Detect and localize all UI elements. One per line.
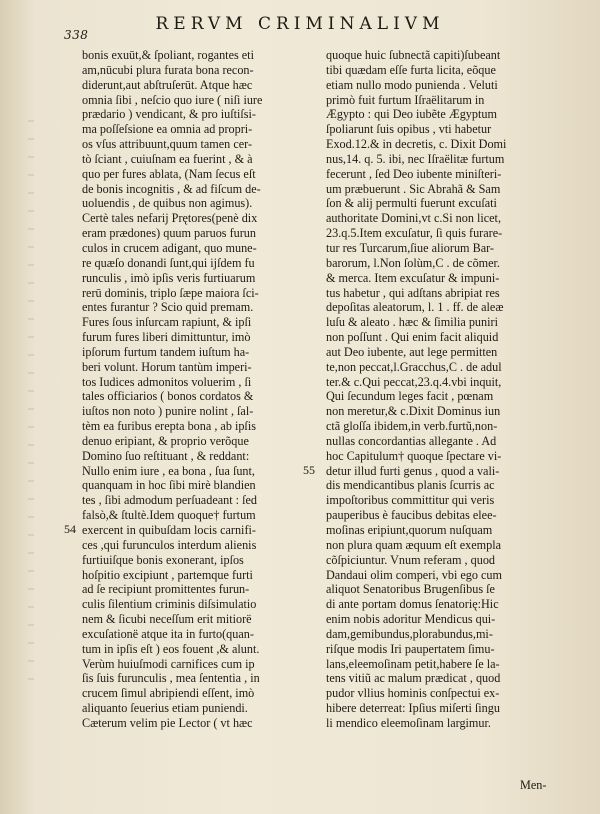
text-line: barorum, l.Non ſolùm,C . de cõmer. bbox=[326, 255, 500, 270]
text-line: diderunt,aut abſtruſerūt. Atque hæc bbox=[82, 77, 253, 92]
text-line: furtiuiſque bonis exonerant, ipſos bbox=[82, 552, 244, 567]
text-line: eram prædones) quum paruos furun bbox=[82, 226, 256, 241]
text-line: nem & ſicubi neceſſum erit mitiorë bbox=[82, 612, 252, 627]
text-line: am,nūcubi plura furata bona recon- bbox=[82, 62, 254, 77]
text-line: furum fures liberi dimittuntur, imò bbox=[82, 330, 251, 345]
text-line: hibere deterreat: Ipſius miſerti ſingu bbox=[326, 701, 500, 716]
text-line: non poſſunt . Qui enim facit aliquid bbox=[326, 330, 499, 345]
text-line: Fures ſous inſurcam rapiunt, & ipſi bbox=[82, 315, 252, 330]
text-line: aliquanto ſeuerius etiam puniendi. bbox=[82, 701, 248, 716]
text-line: nus,14. q. 5. ibi, nec Iſraëlitæ furtum bbox=[326, 151, 505, 166]
right-text-column bbox=[326, 48, 558, 731]
text-line: ces ,qui furunculos interdum alienis bbox=[82, 537, 257, 552]
text-line: & merca. Item excuſatur & impuni- bbox=[326, 270, 500, 285]
text-line: Dandaui olim comperi, vbi ego cum bbox=[326, 567, 502, 582]
text-line: ſis ſuis furunculis , mea ſententia , in bbox=[82, 671, 260, 686]
text-line: dis mendicantibus planis ſcurris ac bbox=[326, 478, 495, 493]
text-line: Cæterum velim pie Lector ( vt hæc bbox=[82, 715, 253, 730]
text-line: runculis , imò ipſis veris furtiuarum bbox=[82, 270, 256, 285]
text-line: te,non peccat,l.Gracchus,C . de adul bbox=[326, 359, 502, 374]
text-line: Exod.12.& in decretis, c. Dixit Domi bbox=[326, 137, 507, 152]
catchword: Men- bbox=[520, 778, 547, 792]
text-line: tò ſciant , cuiuſnam ea fuerint , & à bbox=[82, 151, 253, 166]
text-line: enim nobis adoritur Mendicus qui- bbox=[326, 612, 496, 627]
text-line: rerū dominis, triplo ſæpe maiora ſci- bbox=[82, 285, 259, 300]
margin-number-54: 54 bbox=[64, 522, 76, 536]
text-line: ad ſe recipiunt promittentes furun- bbox=[82, 582, 250, 597]
running-title: RERVM CRIMINALIVM bbox=[155, 14, 445, 34]
text-line: tus habetur , qui adſtans abripiat res bbox=[326, 285, 500, 300]
text-line: ſon & alij permulti fuerunt excuſati bbox=[326, 196, 497, 211]
text-line: exercent in quibuſdam locis carnifi- bbox=[82, 523, 256, 537]
text-line: tales officiarios ( bonos cordatos & bbox=[82, 389, 254, 404]
left-text-column bbox=[82, 48, 314, 731]
text-line: ter.& c.Qui peccat,23.q.4.vbi inquit, bbox=[326, 374, 502, 389]
text-line: ipſorum furtum tandem iuſtum ha- bbox=[82, 344, 250, 359]
text-line: depoſitas aleatorum, l. 1 . ff. de aleæ bbox=[326, 300, 504, 315]
text-line: fecerunt , ſed Deo iubente miniſteri- bbox=[326, 166, 502, 181]
text-line: os vſus attribuunt,quum tamen cer- bbox=[82, 137, 253, 152]
text-line: tes , ſibi admodum perſuadeant : ſed bbox=[82, 493, 257, 508]
text-line: quo per fures ablata, (Nam ſecus eſt bbox=[82, 166, 256, 181]
text-line: crucem ſimul abripiendi eſſent, imò bbox=[82, 686, 255, 701]
text-line: tur res Turcarum,ſiue aliorum Bar- bbox=[326, 240, 494, 255]
text-line: pudor vllius hominis conſpectui ex- bbox=[326, 686, 500, 701]
text-line: li mendico eleemoſinam largimur. bbox=[326, 715, 491, 730]
text-line: entes furantur ? Scio quid premam. bbox=[82, 300, 254, 315]
text-line: de bonis incognitis , & ad fiſcum de- bbox=[82, 181, 261, 196]
text-line: non meretur,& c.Dixit Dominus iun bbox=[326, 404, 501, 419]
text-line: um præbuerunt . Sic Abrahã & Sam bbox=[326, 181, 501, 196]
text-line: Domino ſuo reſtituant , & reddant: bbox=[82, 448, 250, 463]
text-line: Verùm huiuſmodi carnifices cum ip bbox=[82, 656, 255, 671]
text-line: tos Iudices admonitos voluerim , ſi bbox=[82, 374, 252, 389]
text-line: Qui ſecundum leges facit , pœnam bbox=[326, 389, 494, 404]
text-line: hoc Capitulum† quoque ſpectare vi- bbox=[326, 448, 502, 463]
page-header bbox=[0, 6, 600, 36]
text-line: tum in ipſis eſt ) eos fouent ,& alunt. bbox=[82, 641, 260, 656]
text-line: 23.q.5.Item excuſatur, ſi quis furare- bbox=[326, 226, 503, 241]
text-line: detur illud furti genus , quod a vali- bbox=[326, 463, 500, 478]
text-line: excuſationë atque ita in furto(quan- bbox=[82, 626, 254, 641]
text-line: ma poſſeſsione ea omnia ad propri- bbox=[82, 122, 253, 137]
text-line: luſu & aleato . hæc & ſimilia puniri bbox=[326, 315, 498, 330]
text-line: quoque huic ſubnectã capiti)ſubeant bbox=[326, 48, 501, 62]
page-gutter-shadow bbox=[28, 120, 34, 680]
text-line: falsò,& ſtultè.Idem quoque† furtum bbox=[82, 508, 256, 523]
text-line: dam,gemibundus,plorabundus,mi- bbox=[326, 626, 493, 641]
text-line: lans,eleemoſinam petit,habere ſe la- bbox=[326, 656, 500, 671]
text-line: Nullo enim iure , ea bona , ſua ſunt, bbox=[82, 463, 255, 478]
text-line: prædario ) vendicant, & pro iuſtiſsi- bbox=[82, 107, 256, 122]
text-line: ſpoliarunt ſuis opibus , vti habetur bbox=[326, 122, 492, 137]
text-line: Certè tales nefarij Prętores(penè dix bbox=[82, 211, 258, 226]
text-line: riſque modis Iri paupertatem ſimu- bbox=[326, 641, 495, 656]
text-line: tibi quædam eſſe furta licita, eõque bbox=[326, 62, 496, 77]
text-line: bonis exuūt,& ſpoliant, rogantes eti bbox=[82, 48, 254, 62]
text-line: pauperibus è faucibus debitas elee- bbox=[326, 508, 497, 523]
margin-number-55: 55 bbox=[303, 463, 315, 477]
text-line: primò fuit furtum Iſraëlitarum in bbox=[326, 92, 485, 107]
text-line: etiam nullo modo punienda . Veluti bbox=[326, 77, 498, 92]
text-line: culos in crucem adigant, quo mune- bbox=[82, 240, 257, 255]
text-line: non plura quam æquum eſt exempla bbox=[326, 537, 501, 552]
text-line: hoſpitio excipiunt , partemque furti bbox=[82, 567, 253, 582]
text-line: tens vitiũ ac malum prædicat , quod bbox=[326, 671, 501, 686]
text-line: re quæſo donandi ſunt,qui ijſdem fu bbox=[82, 255, 255, 270]
text-line: cõſpiciuntur. Vnum referam , quod bbox=[326, 552, 496, 567]
page-number: 338 bbox=[64, 28, 89, 42]
text-line: tèm ea furibus erepta bona , ab ipſis bbox=[82, 419, 256, 434]
text-line: denuo eripiant, & proprio verõque bbox=[82, 433, 249, 448]
text-line: ctã gloſſa ibidem,in verb.furtũ,non- bbox=[326, 419, 498, 434]
text-line: iuſtos non noto ) punire nolint , ſal- bbox=[82, 404, 254, 419]
text-line: aliquot Senatoribus Brugenſibus ſe bbox=[326, 582, 495, 597]
text-line: aut Deo iubente, aut lege permitten bbox=[326, 344, 498, 359]
text-line: impoſtoribus committitur qui veris bbox=[326, 493, 495, 508]
text-line: Ægypto : qui Deo iubẽte Ægyptum bbox=[326, 107, 497, 122]
text-line: moſinas eripiunt,quorum nuſquam bbox=[326, 523, 493, 537]
text-line: culis ſilentium criminis diſsimulatio bbox=[82, 597, 257, 612]
text-line: di ante portam domus ſenatorię:Hic bbox=[326, 597, 499, 612]
text-line: nullas concordantias allegante . Ad bbox=[326, 433, 497, 448]
text-line: beri volunt. Horum tantùm imperi- bbox=[82, 359, 252, 374]
text-line: quanquam in hoc ſibi mirè blandien bbox=[82, 478, 256, 493]
text-line: authoritate Domini,vt c.Si non licet, bbox=[326, 211, 501, 226]
text-line: omnia ſibi , neſcio quo iure ( niſi iure bbox=[82, 92, 263, 107]
text-line: uoluendis , de quibus non agimus). bbox=[82, 196, 253, 211]
